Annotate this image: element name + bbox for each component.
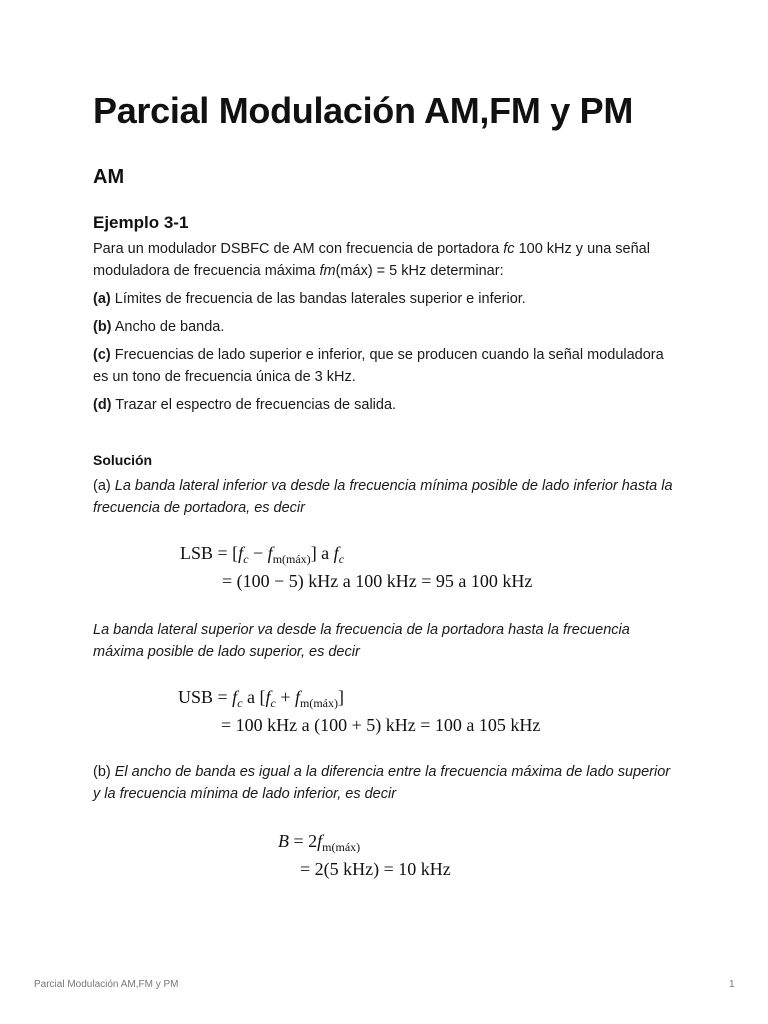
equation-usb-line1: USB = $f_c$ a $[f_c + f_{m(máx)}]$	[178, 687, 345, 710]
equation-bandwidth	[278, 827, 673, 883]
document-page	[93, 88, 673, 883]
equation-usb	[178, 683, 673, 739]
solution-usb-text: La banda lateral superior va desde la frecuencia de la portadora hasta la frecuencia máxima posible de lado superior, es decir	[93, 622, 630, 660]
equation-bandwidth-line1: $B = 2f_{m(máx)}$	[278, 831, 361, 854]
solution-heading: Solución	[93, 452, 153, 468]
problem-item-b: (b) Ancho de banda.	[93, 319, 225, 335]
equation-bandwidth-line2: = 2(5 kHz) = 10 kHz	[300, 859, 451, 879]
solution-a-text: (a) La banda lateral inferior va desde la frecuencia mínima posible de lado inferior hasta la frecuencia de portadora, es decir	[93, 478, 673, 516]
example-heading: Ejemplo 3-1	[93, 213, 189, 232]
equation-lsb-line1: LSB = $[f_c - f_{m(máx)}]$ a $f_c$	[180, 543, 345, 566]
equation-lsb	[180, 539, 673, 595]
section-heading-am: AM	[93, 166, 125, 188]
footer-page-number: 1	[729, 979, 735, 990]
problem-item-c: (c) Frecuencias de lado superior e inferior, que se producen cuando la señal moduladora es un tono de frecuencia única de 3 kHz.	[93, 347, 664, 385]
problem-item-a: (a) Límites de frecuencia de las bandas laterales superior e inferior.	[93, 291, 526, 307]
footer-title: Parcial Modulación AM,FM y PM	[34, 979, 179, 990]
problem-item-d: (d) Trazar el espectro de frecuencias de salida.	[93, 397, 397, 413]
solution-b-text: (b) El ancho de banda es igual a la diferencia entre la frecuencia máxima de lado superior y la frecuencia mínima de lado inferior, es decir	[93, 764, 671, 802]
equation-usb-line2: = 100 kHz a (100 + 5) kHz = 100 a 105 kHz	[221, 715, 541, 735]
document-title: Parcial Modulación AM,FM y PM	[93, 90, 634, 131]
problem-statement: Para un modulador DSBFC de AM con frecuencia de portadora fc 100 kHz y una señal moduladora de frecuencia máxima fm(máx) = 5 kHz determinar:	[93, 241, 650, 279]
equation-lsb-line2: = (100 − 5) kHz a 100 kHz = 95 a 100 kHz	[222, 571, 533, 591]
